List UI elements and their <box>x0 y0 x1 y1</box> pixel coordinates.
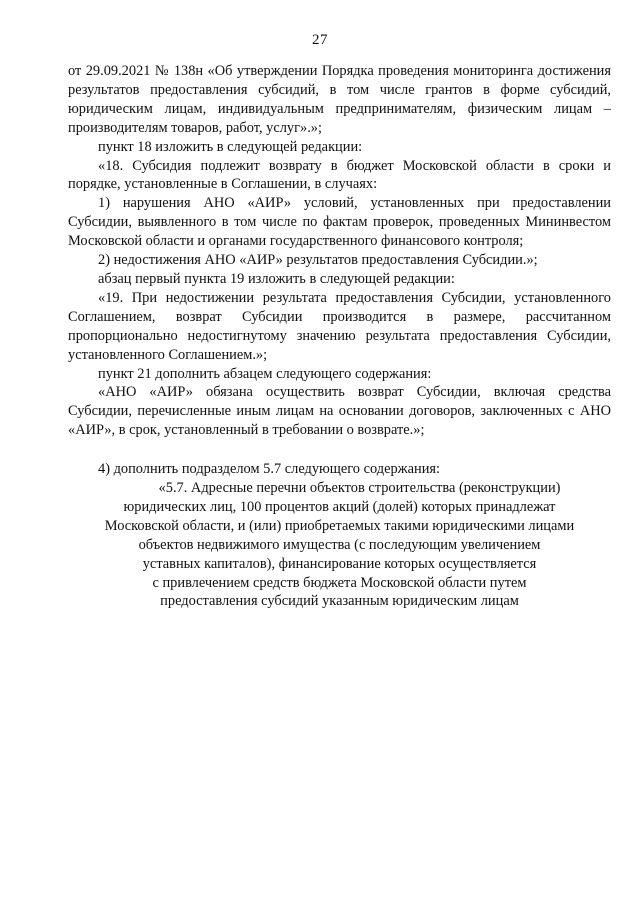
heading-line: «5.7. Адресные перечни объектов строительства (реконструкции) <box>158 480 561 497</box>
heading-line: уставных капиталов), финансирование которых осуществляется <box>142 555 537 572</box>
paragraph-spacer <box>68 440 611 460</box>
paragraph-item-18-text: «18. Субсидия подлежит возврату в бюджет Московской области в сроки и порядке, установленные в Соглашении, в случаях: <box>68 157 611 193</box>
paragraph-case-1: 1) нарушения АНО «АИР» условий, установленных при предоставлении Субсидии, выявленного в том числе по фактам проверок, проведенных Мининвестом Московской области и органами государственного финансового контроля; <box>68 195 611 250</box>
paragraph-item-18-intro: пункт 18 изложить в следующей редакции: <box>98 138 363 155</box>
paragraph-order-reference: от 29.09.2021 № 138н «Об утверждении Порядка проведения мониторинга достижения результатов предоставления субсидий, в том числе грантов в форме субсидий, юридическим лицам, индивидуальным предпринимателям, физическим лицам – производителям товаров, работ, услуг».»; <box>68 63 611 136</box>
subsection-heading <box>68 479 611 611</box>
paragraph-item-19-intro: абзац первый пункта 19 изложить в следующей редакции: <box>98 270 455 287</box>
paragraph-subsection-intro: 4) дополнить подразделом 5.7 следующего содержания: <box>98 461 441 478</box>
heading-line: с привлечением средств бюджета Московской области путем <box>152 574 527 591</box>
heading-line: юридических лиц, 100 процентов акций (долей) которых принадлежат <box>123 498 556 515</box>
document-body <box>68 62 611 611</box>
heading-line: объектов недвижимого имущества (с последующим увеличением <box>138 536 541 553</box>
paragraph-case-2: 2) недостижения АНО «АИР» результатов предоставления Субсидии.»; <box>98 252 538 269</box>
page-number: 27 <box>312 32 328 48</box>
paragraph-item-19-text: «19. При недостижении результата предоставления Субсидии, установленного Соглашением, возврат Субсидии производится в размере, рассчитанном пропорционально недостигнутому значению результата предоставления Субсидии, установленного Соглашением.»; <box>68 289 611 363</box>
heading-line: предоставления субсидий указанным юридическим лицам <box>160 593 519 610</box>
paragraph-item-21-text: «АНО «АИР» обязана осуществить возврат Субсидии, включая средства Субсидии, перечисленные иным лицам на основании договоров, заключенных с АНО «АИР», в срок, установленный в требовании о возврате.»; <box>68 384 611 439</box>
paragraph-item-21-intro: пункт 21 дополнить абзацем следующего содержания: <box>98 365 432 382</box>
heading-line: Московской области, и (или) приобретаемых такими юридическими лицами <box>104 517 575 534</box>
